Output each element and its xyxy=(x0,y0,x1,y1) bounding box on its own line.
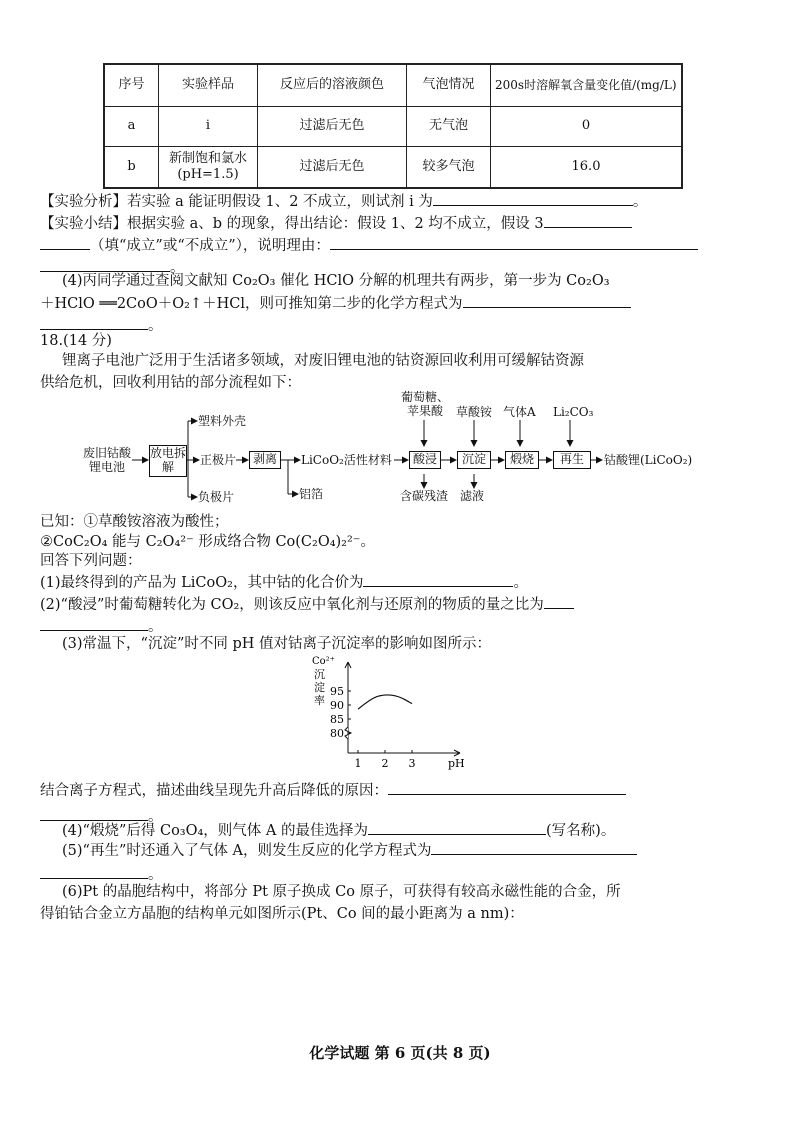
flow-label-glucose: 葡萄糖、苹果酸 xyxy=(400,390,449,418)
table-header-cell: 气泡情况 xyxy=(407,64,491,106)
table-cell: 过滤后无色 xyxy=(258,106,407,146)
x-tick-label: 2 xyxy=(381,757,389,770)
known-line-1: 已知：①草酸铵溶液为酸性； xyxy=(40,514,229,530)
y-tick-label: 90 xyxy=(330,699,344,712)
table-cell: 0 xyxy=(491,106,683,146)
table-cell: i xyxy=(159,106,258,146)
p5-text: (5)“再生”时还通入了气体 A，则发生反应的化学方程式为 xyxy=(62,843,432,859)
flow-box-calcine: 煅烧 xyxy=(505,451,539,469)
answer-blank xyxy=(388,780,626,795)
table-header-cell: 反应后的溶液颜色 xyxy=(258,64,407,106)
flow-start-label: 废旧钴酸锂电池 xyxy=(82,446,131,474)
y-axis-label-char: 率 xyxy=(314,694,325,707)
flow-box-peel: 剥离 xyxy=(249,451,281,469)
flow-label-plastic: 塑料外壳 xyxy=(198,414,247,428)
y-axis-label-char: 淀 xyxy=(314,681,325,694)
table-cell: b xyxy=(104,146,159,188)
question-number: 18.(14 分) xyxy=(40,333,112,349)
x-axis-label: pH xyxy=(448,757,465,770)
flow-label-li2co3: Li₂CO₃ xyxy=(553,405,594,419)
period: 。 xyxy=(148,619,163,635)
flow-label-oxalate: 草酸铵 xyxy=(456,405,493,419)
period: 。 xyxy=(148,809,163,825)
flow-label-product: 钴酸锂(LiCoO₂) xyxy=(604,453,693,467)
x-tick-label: 1 xyxy=(354,757,362,770)
answer-blank xyxy=(40,616,148,631)
y-tick-label: 85 xyxy=(330,713,344,726)
period: 。 xyxy=(148,318,163,334)
page-footer: 化学试题 第 6 页(共 8 页) xyxy=(309,1044,491,1062)
series-line xyxy=(358,695,412,709)
known-line-2: ②CoC₂O₄ 能与 C₂O₄²⁻ 形成络合物 Co(C₂O₄)₂²⁻。 xyxy=(40,534,375,550)
answer-blank xyxy=(40,864,148,879)
flow-box-discharge: 放电拆解 xyxy=(149,445,187,477)
y-tick-label: 95 xyxy=(330,685,344,698)
answer-blank xyxy=(544,594,574,609)
p5-line xyxy=(62,840,637,861)
analysis-text: 【实验分析】若实验 a 能证明假设 1、2 不成立，则试剂 i 为 xyxy=(40,194,433,210)
p1-text: (1)最终得到的产品为 LiCoO₂，其中钴的化合价为 xyxy=(40,575,364,591)
p3b-text: 结合离子方程式，描述曲线呈现先升高后降低的原因： xyxy=(40,783,388,799)
table-cell: 16.0 xyxy=(491,146,683,188)
table-cell: 新制饱和氯水(pH=1.5) xyxy=(159,146,258,188)
answer-heading: 回答下列问题： xyxy=(40,553,142,569)
table-header-cell: 200s时溶解氧含量变化值/(mg/L) xyxy=(491,64,683,106)
y-axis-label-char: 沉 xyxy=(314,668,325,681)
period: 。 xyxy=(513,575,528,591)
p3b-line xyxy=(40,780,626,801)
q4-text: (4)丙同学通过查阅文献知 Co₂O₃ 催化 HClO 分解的机理共有两步，第一步为 Co₂O₃ xyxy=(62,273,610,289)
table-cell: 过滤后无色 xyxy=(258,146,407,188)
flow-box-acid: 酸浸 xyxy=(409,451,441,469)
flow-label-gas-a: 气体A xyxy=(503,405,536,419)
flow-label-filtrate: 滤液 xyxy=(460,489,485,503)
period: 。 xyxy=(148,867,163,883)
flow-label-positive: 正极片 xyxy=(200,453,237,467)
q4-text-2: ＋HClO ══2CoO＋O₂↑＋HCl，则可推知第二步的化学方程式为 xyxy=(40,296,463,312)
p3-line: (3)常温下，“沉淀”时不同 pH 值对钴离子沉淀率的影响如图所示： xyxy=(62,636,492,652)
flow-label-residue: 含碳残渣 xyxy=(400,489,449,503)
p4-line xyxy=(62,820,615,841)
flow-label-negative: 负极片 xyxy=(198,490,235,504)
x-tick-label: 3 xyxy=(408,757,416,770)
intro-line-2: 供给危机，回收利用钴的部分流程如下： xyxy=(40,375,301,391)
p4-text: (4)“煅烧”后得 Co₃O₄，则气体 A 的最佳选择为 xyxy=(62,823,368,839)
p2-line xyxy=(40,594,574,615)
period: 。 xyxy=(632,194,648,210)
table-cell: a xyxy=(104,106,159,146)
answer-blank xyxy=(431,840,637,855)
answer-blank xyxy=(368,820,546,835)
table-header-cell: 序号 xyxy=(104,64,159,106)
flow-box-precip: 沉淀 xyxy=(457,451,491,469)
flow-label-foil: 铝箔 xyxy=(299,487,324,501)
intro-line: 锂离子电池广泛用于生活诸多领域，对废旧锂电池的钴资源回收利用可缓解钴资源 xyxy=(62,353,584,369)
period: 。 xyxy=(170,260,185,276)
answer-blank xyxy=(40,806,148,821)
table-cell: 无气泡 xyxy=(407,106,491,146)
y-axis-label-ion: Co²⁺ xyxy=(312,656,335,667)
p6-line: (6)Pt 的晶胞结构中，将部分 Pt 原子换成 Co 原子，可获得有较高永磁性能的合金，所 xyxy=(62,884,621,900)
flow-box-regen: 再生 xyxy=(553,451,591,469)
summary-text-2: （填“成立”或“不成立”），说明理由： xyxy=(90,238,330,254)
p6-line-2: 得铂钴合金立方晶胞的结构单元如图所示(Pt、Co 间的最小距离为 a nm)： xyxy=(40,906,524,922)
flow-label-active: LiCoO₂活性材料 xyxy=(301,453,392,467)
p1-line xyxy=(40,572,528,593)
p4-suffix: (写名称)。 xyxy=(546,823,616,839)
precipitation-chart xyxy=(300,650,480,775)
table-header-cell: 实验样品 xyxy=(159,64,258,106)
y-tick-label: 80 xyxy=(330,727,344,740)
p2-text: (2)“酸浸”时葡萄糖转化为 CO₂，则该反应中氧化剂与还原剂的物质的量之比为 xyxy=(40,597,544,613)
table-cell: 较多气泡 xyxy=(407,146,491,188)
answer-blank xyxy=(363,572,513,587)
summary-text: 【实验小结】根据实验 a、b 的现象，得出结论：假设 1、2 均不成立，假设 3 xyxy=(40,216,544,232)
